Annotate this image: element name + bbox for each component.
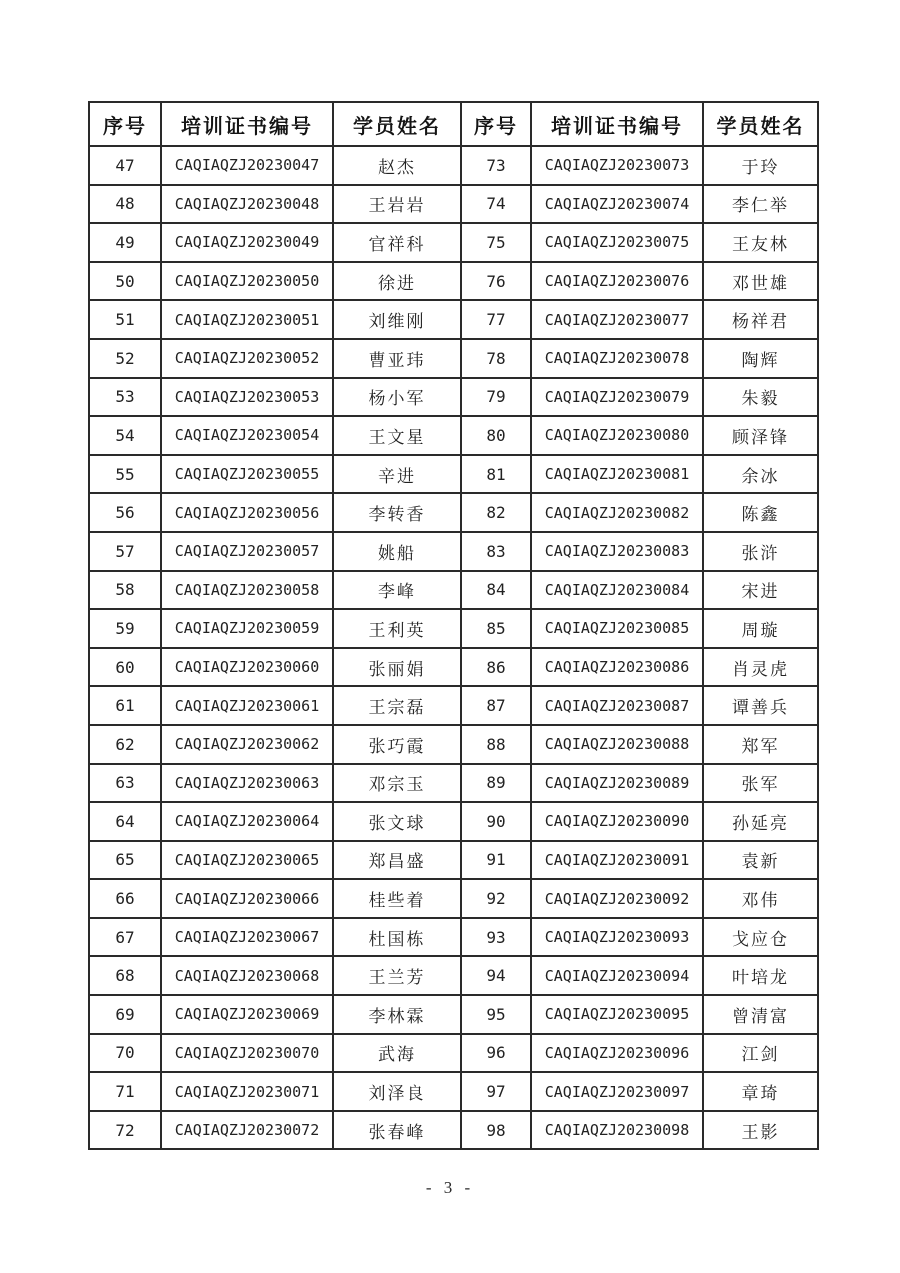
serial-cell: 88 xyxy=(461,725,531,764)
serial-cell: 62 xyxy=(89,725,161,764)
serial-cell: 82 xyxy=(461,493,531,532)
name-cell: 李转香 xyxy=(333,493,461,532)
name-cell: 宋进 xyxy=(703,571,818,610)
name-cell: 张文球 xyxy=(333,802,461,841)
name-cell: 王文星 xyxy=(333,416,461,455)
name-cell: 官祥科 xyxy=(333,223,461,262)
serial-cell: 61 xyxy=(89,686,161,725)
name-cell: 桂些着 xyxy=(333,879,461,918)
column-header: 序号 xyxy=(89,102,161,146)
certificate-cell: CAQIAQZJ20230079 xyxy=(531,378,703,417)
table-row xyxy=(89,300,818,339)
serial-cell: 83 xyxy=(461,532,531,571)
table-row xyxy=(89,493,818,532)
table-row xyxy=(89,918,818,957)
name-cell: 杨小军 xyxy=(333,378,461,417)
name-cell: 李林霖 xyxy=(333,995,461,1034)
serial-cell: 67 xyxy=(89,918,161,957)
table-row xyxy=(89,378,818,417)
serial-cell: 66 xyxy=(89,879,161,918)
name-cell: 李仁举 xyxy=(703,185,818,224)
certificate-cell: CAQIAQZJ20230055 xyxy=(161,455,333,494)
serial-cell: 80 xyxy=(461,416,531,455)
certificate-roster-table xyxy=(88,101,819,1150)
name-cell: 郑昌盛 xyxy=(333,841,461,880)
name-cell: 张巧霞 xyxy=(333,725,461,764)
name-cell: 张丽娟 xyxy=(333,648,461,687)
name-cell: 朱毅 xyxy=(703,378,818,417)
serial-cell: 96 xyxy=(461,1034,531,1073)
serial-cell: 71 xyxy=(89,1072,161,1111)
serial-cell: 50 xyxy=(89,262,161,301)
certificate-cell: CAQIAQZJ20230050 xyxy=(161,262,333,301)
certificate-cell: CAQIAQZJ20230061 xyxy=(161,686,333,725)
name-cell: 王宗磊 xyxy=(333,686,461,725)
table-row xyxy=(89,416,818,455)
serial-cell: 97 xyxy=(461,1072,531,1111)
name-cell: 邓世雄 xyxy=(703,262,818,301)
certificate-cell: CAQIAQZJ20230093 xyxy=(531,918,703,957)
table-row xyxy=(89,841,818,880)
certificate-cell: CAQIAQZJ20230073 xyxy=(531,146,703,185)
name-cell: 杜国栋 xyxy=(333,918,461,957)
certificate-cell: CAQIAQZJ20230091 xyxy=(531,841,703,880)
certificate-cell: CAQIAQZJ20230070 xyxy=(161,1034,333,1073)
serial-cell: 48 xyxy=(89,185,161,224)
serial-cell: 98 xyxy=(461,1111,531,1150)
serial-cell: 64 xyxy=(89,802,161,841)
certificate-cell: CAQIAQZJ20230094 xyxy=(531,956,703,995)
table-row xyxy=(89,802,818,841)
certificate-cell: CAQIAQZJ20230097 xyxy=(531,1072,703,1111)
certificate-cell: CAQIAQZJ20230051 xyxy=(161,300,333,339)
serial-cell: 56 xyxy=(89,493,161,532)
serial-cell: 69 xyxy=(89,995,161,1034)
certificate-cell: CAQIAQZJ20230080 xyxy=(531,416,703,455)
certificate-cell: CAQIAQZJ20230047 xyxy=(161,146,333,185)
name-cell: 杨祥君 xyxy=(703,300,818,339)
certificate-cell: CAQIAQZJ20230083 xyxy=(531,532,703,571)
name-cell: 顾泽锋 xyxy=(703,416,818,455)
certificate-cell: CAQIAQZJ20230065 xyxy=(161,841,333,880)
serial-cell: 58 xyxy=(89,571,161,610)
serial-cell: 53 xyxy=(89,378,161,417)
serial-cell: 59 xyxy=(89,609,161,648)
certificate-cell: CAQIAQZJ20230074 xyxy=(531,185,703,224)
serial-cell: 76 xyxy=(461,262,531,301)
name-cell: 王岩岩 xyxy=(333,185,461,224)
certificate-cell: CAQIAQZJ20230085 xyxy=(531,609,703,648)
table-row xyxy=(89,146,818,185)
name-cell: 辛进 xyxy=(333,455,461,494)
column-header: 序号 xyxy=(461,102,531,146)
certificate-cell: CAQIAQZJ20230081 xyxy=(531,455,703,494)
serial-cell: 90 xyxy=(461,802,531,841)
name-cell: 徐进 xyxy=(333,262,461,301)
certificate-cell: CAQIAQZJ20230092 xyxy=(531,879,703,918)
certificate-cell: CAQIAQZJ20230064 xyxy=(161,802,333,841)
serial-cell: 51 xyxy=(89,300,161,339)
table-row xyxy=(89,339,818,378)
table-row xyxy=(89,764,818,803)
serial-cell: 49 xyxy=(89,223,161,262)
name-cell: 曾清富 xyxy=(703,995,818,1034)
serial-cell: 78 xyxy=(461,339,531,378)
certificate-cell: CAQIAQZJ20230096 xyxy=(531,1034,703,1073)
certificate-cell: CAQIAQZJ20230057 xyxy=(161,532,333,571)
certificate-cell: CAQIAQZJ20230048 xyxy=(161,185,333,224)
name-cell: 戈应仓 xyxy=(703,918,818,957)
serial-cell: 87 xyxy=(461,686,531,725)
table-row xyxy=(89,223,818,262)
table-row xyxy=(89,571,818,610)
serial-cell: 95 xyxy=(461,995,531,1034)
table-row xyxy=(89,262,818,301)
name-cell: 江剑 xyxy=(703,1034,818,1073)
certificate-cell: CAQIAQZJ20230082 xyxy=(531,493,703,532)
table-row xyxy=(89,879,818,918)
table-row xyxy=(89,1072,818,1111)
certificate-cell: CAQIAQZJ20230063 xyxy=(161,764,333,803)
certificate-cell: CAQIAQZJ20230087 xyxy=(531,686,703,725)
table-row xyxy=(89,995,818,1034)
serial-cell: 79 xyxy=(461,378,531,417)
name-cell: 章琦 xyxy=(703,1072,818,1111)
column-header: 学员姓名 xyxy=(333,102,461,146)
certificate-cell: CAQIAQZJ20230071 xyxy=(161,1072,333,1111)
serial-cell: 84 xyxy=(461,571,531,610)
certificate-cell: CAQIAQZJ20230053 xyxy=(161,378,333,417)
certificate-cell: CAQIAQZJ20230054 xyxy=(161,416,333,455)
certificate-cell: CAQIAQZJ20230049 xyxy=(161,223,333,262)
name-cell: 曹亚玮 xyxy=(333,339,461,378)
column-header: 培训证书编号 xyxy=(531,102,703,146)
certificate-cell: CAQIAQZJ20230078 xyxy=(531,339,703,378)
name-cell: 周璇 xyxy=(703,609,818,648)
certificate-cell: CAQIAQZJ20230076 xyxy=(531,262,703,301)
name-cell: 姚船 xyxy=(333,532,461,571)
serial-cell: 86 xyxy=(461,648,531,687)
certificate-cell: CAQIAQZJ20230077 xyxy=(531,300,703,339)
serial-cell: 72 xyxy=(89,1111,161,1150)
name-cell: 孙延亮 xyxy=(703,802,818,841)
table-row xyxy=(89,725,818,764)
serial-cell: 68 xyxy=(89,956,161,995)
serial-cell: 73 xyxy=(461,146,531,185)
certificate-cell: CAQIAQZJ20230067 xyxy=(161,918,333,957)
serial-cell: 55 xyxy=(89,455,161,494)
name-cell: 陶辉 xyxy=(703,339,818,378)
serial-cell: 63 xyxy=(89,764,161,803)
table-row xyxy=(89,1111,818,1150)
name-cell: 肖灵虎 xyxy=(703,648,818,687)
name-cell: 张春峰 xyxy=(333,1111,461,1150)
name-cell: 邓宗玉 xyxy=(333,764,461,803)
certificate-cell: CAQIAQZJ20230086 xyxy=(531,648,703,687)
column-header: 学员姓名 xyxy=(703,102,818,146)
certificate-cell: CAQIAQZJ20230060 xyxy=(161,648,333,687)
name-cell: 王友林 xyxy=(703,223,818,262)
name-cell: 张浒 xyxy=(703,532,818,571)
certificate-cell: CAQIAQZJ20230084 xyxy=(531,571,703,610)
serial-cell: 74 xyxy=(461,185,531,224)
certificate-cell: CAQIAQZJ20230059 xyxy=(161,609,333,648)
table-row xyxy=(89,1034,818,1073)
certificate-cell: CAQIAQZJ20230052 xyxy=(161,339,333,378)
serial-cell: 47 xyxy=(89,146,161,185)
name-cell: 于玲 xyxy=(703,146,818,185)
certificate-cell: CAQIAQZJ20230056 xyxy=(161,493,333,532)
serial-cell: 54 xyxy=(89,416,161,455)
page-number: - 3 - xyxy=(425,1178,475,1197)
table-row xyxy=(89,956,818,995)
name-cell: 张军 xyxy=(703,764,818,803)
name-cell: 刘泽良 xyxy=(333,1072,461,1111)
certificate-cell: CAQIAQZJ20230062 xyxy=(161,725,333,764)
serial-cell: 60 xyxy=(89,648,161,687)
serial-cell: 65 xyxy=(89,841,161,880)
serial-cell: 70 xyxy=(89,1034,161,1073)
name-cell: 王影 xyxy=(703,1111,818,1150)
certificate-cell: CAQIAQZJ20230058 xyxy=(161,571,333,610)
serial-cell: 94 xyxy=(461,956,531,995)
serial-cell: 75 xyxy=(461,223,531,262)
name-cell: 王兰芳 xyxy=(333,956,461,995)
certificate-cell: CAQIAQZJ20230066 xyxy=(161,879,333,918)
certificate-cell: CAQIAQZJ20230095 xyxy=(531,995,703,1034)
serial-cell: 57 xyxy=(89,532,161,571)
serial-cell: 81 xyxy=(461,455,531,494)
serial-cell: 91 xyxy=(461,841,531,880)
table-row xyxy=(89,455,818,494)
name-cell: 郑军 xyxy=(703,725,818,764)
certificate-cell: CAQIAQZJ20230089 xyxy=(531,764,703,803)
table-row xyxy=(89,532,818,571)
serial-cell: 93 xyxy=(461,918,531,957)
name-cell: 赵杰 xyxy=(333,146,461,185)
column-header: 培训证书编号 xyxy=(161,102,333,146)
table-row xyxy=(89,185,818,224)
name-cell: 李峰 xyxy=(333,571,461,610)
table-row xyxy=(89,686,818,725)
name-cell: 邓伟 xyxy=(703,879,818,918)
serial-cell: 89 xyxy=(461,764,531,803)
name-cell: 谭善兵 xyxy=(703,686,818,725)
certificate-cell: CAQIAQZJ20230075 xyxy=(531,223,703,262)
serial-cell: 77 xyxy=(461,300,531,339)
serial-cell: 52 xyxy=(89,339,161,378)
name-cell: 武海 xyxy=(333,1034,461,1073)
table-row xyxy=(89,648,818,687)
certificate-cell: CAQIAQZJ20230072 xyxy=(161,1111,333,1150)
table-row xyxy=(89,609,818,648)
name-cell: 王利英 xyxy=(333,609,461,648)
serial-cell: 85 xyxy=(461,609,531,648)
name-cell: 陈鑫 xyxy=(703,493,818,532)
certificate-cell: CAQIAQZJ20230069 xyxy=(161,995,333,1034)
certificate-cell: CAQIAQZJ20230098 xyxy=(531,1111,703,1150)
name-cell: 袁新 xyxy=(703,841,818,880)
certificate-cell: CAQIAQZJ20230068 xyxy=(161,956,333,995)
table-body xyxy=(89,146,818,1149)
header-row xyxy=(89,102,818,146)
certificate-cell: CAQIAQZJ20230088 xyxy=(531,725,703,764)
name-cell: 叶培龙 xyxy=(703,956,818,995)
name-cell: 余冰 xyxy=(703,455,818,494)
certificate-cell: CAQIAQZJ20230090 xyxy=(531,802,703,841)
name-cell: 刘维刚 xyxy=(333,300,461,339)
serial-cell: 92 xyxy=(461,879,531,918)
